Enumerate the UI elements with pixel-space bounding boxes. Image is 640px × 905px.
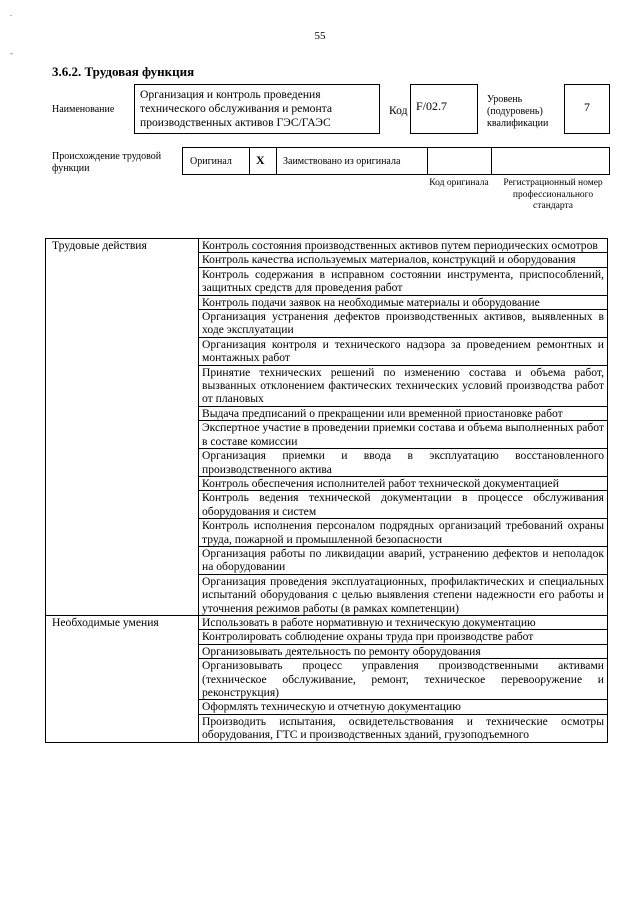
- divider: [427, 147, 428, 175]
- table-row: [46, 615, 608, 629]
- level-box: [564, 84, 610, 134]
- scan-mark: -: [10, 48, 13, 58]
- section-item: Контролировать соблюдение охраны труда при производстве работ: [199, 630, 608, 644]
- section-label: Необходимые умения: [46, 615, 199, 742]
- section-item: Организация приемки и ввода в эксплуатацию восстановленного производственного актива: [199, 449, 608, 477]
- level-value: 7: [584, 100, 590, 114]
- section-item: Организация контроля и технического надзора за проведением ремонтных и монтажных работ: [199, 337, 608, 365]
- section-item: Организовывать процесс управления производственными активами (техническое обслуживание, ремонт, техническое перевооружение и реконструкция): [199, 659, 608, 700]
- divider: [491, 147, 492, 175]
- code-original-caption: Код оригинала: [429, 178, 489, 188]
- section-item: Оформлять техническую и отчетную документацию: [199, 700, 608, 714]
- section-item: Организация работы по ликвидации аварий, устранению дефектов и неполадок на оборудовании: [199, 546, 608, 574]
- origin-label: Происхождение трудовой функции: [52, 151, 162, 174]
- section-item: Контроль ведения технической документации в процессе обслуживания оборудования и систем: [199, 491, 608, 519]
- registration-number-caption: Регистрационный номер профессионального стандарта: [503, 178, 603, 211]
- section-item: Организация проведения эксплуатационных, профилактических и специальных испытаний оборудования с целью выявления степени надежности его работы и уточнения режимов работы (в рамках компетенции): [199, 574, 608, 615]
- function-name: Организация и контроль проведения технического обслуживания и ремонта производственных активов ГЭС/ГАЭС: [140, 88, 333, 129]
- section-label: Трудовые действия: [46, 239, 199, 616]
- section-item: Экспертное участие в проведении приемки состава и объема выполненных работ в составе комиссии: [199, 421, 608, 449]
- original-mark: X: [256, 153, 265, 167]
- name-label: Наименование: [52, 104, 115, 115]
- level-label: Уровень (подуровень) квалификации: [487, 94, 549, 129]
- section-item: Контроль качества используемых материалов, конструкций и оборудования: [199, 253, 608, 267]
- borrowed-label: Заимствовано из оригинала: [283, 156, 401, 167]
- code-value: F/02.7: [416, 99, 448, 113]
- divider: [249, 147, 250, 175]
- function-table: [45, 238, 608, 743]
- divider: [276, 147, 277, 175]
- section-item: Производить испытания, освидетельствования и технические осмотры оборудования, ГТС и производственных зданий, грузоподъемного: [199, 714, 608, 742]
- section-item: Выдача предписаний о прекращении или временной приостановке работ: [199, 406, 608, 420]
- section-item: Организация устранения дефектов производственных активов, выявленных в ходе эксплуатации: [199, 310, 608, 338]
- section-item: Контроль состояния производственных активов путем периодических осмотров: [199, 239, 608, 253]
- section-item: Контроль содержания в исправном состоянии инструмента, приспособлений, защитных средств для проведения работ: [199, 267, 608, 295]
- page-number: 55: [314, 30, 326, 42]
- code-label: Код: [389, 104, 408, 117]
- code-box: [410, 84, 478, 134]
- function-name-box: [134, 84, 380, 134]
- section-item: Контроль подачи заявок на необходимые материалы и оборудование: [199, 295, 608, 309]
- section-item: Использовать в работе нормативную и техническую документацию: [199, 615, 608, 629]
- section-item: Контроль обеспечения исполнителей работ технической документацией: [199, 476, 608, 490]
- section-item: Контроль исполнения персоналом подрядных организаций требований охраны труда, пожарной и промышленной безопасности: [199, 519, 608, 547]
- section-title: 3.6.2. Трудовая функция: [52, 64, 195, 79]
- section-item: Принятие технических решений по изменению состава и объема работ, вызванных отклонением фактических технических условий производства работ от плановых: [199, 365, 608, 406]
- scan-mark: .: [10, 8, 13, 18]
- table-row: [46, 239, 608, 253]
- section-item: Организовывать деятельность по ремонту оборудования: [199, 644, 608, 658]
- original-label: Оригинал: [190, 156, 232, 167]
